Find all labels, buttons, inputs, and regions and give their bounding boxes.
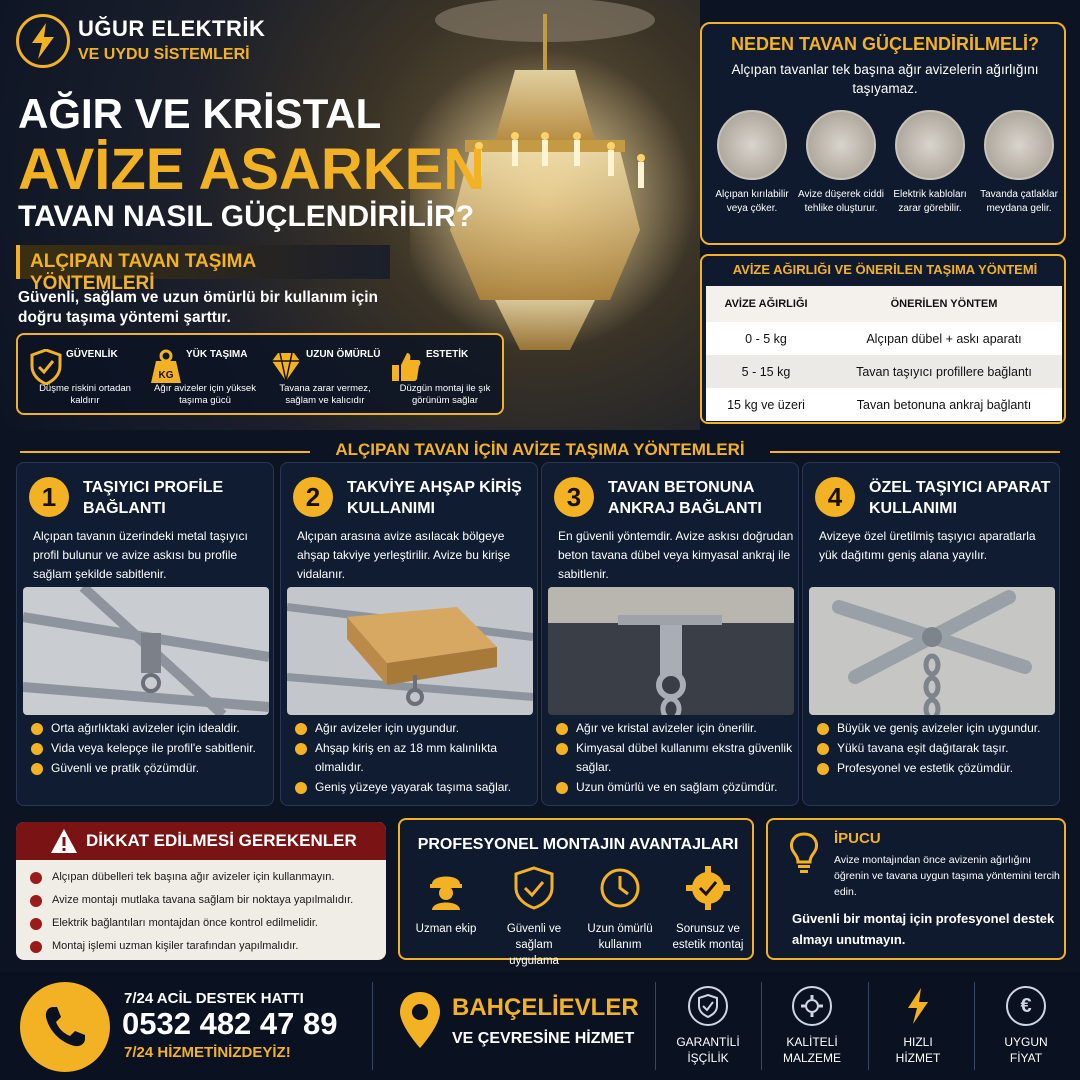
advantage-item bbox=[492, 866, 576, 969]
advantage-label: Uzun ömürlü kullanım bbox=[587, 923, 653, 951]
feature-desc: Düşme riskini ortadan kaldırır bbox=[39, 383, 131, 406]
table-cell: Tavan betonuna ankraj bağlantı bbox=[856, 397, 1032, 412]
advantage-item bbox=[578, 866, 662, 953]
footer-divider bbox=[655, 982, 656, 1070]
check-icon bbox=[556, 782, 568, 794]
badge-fast bbox=[872, 982, 964, 1066]
why-item bbox=[886, 110, 974, 216]
tip-panel bbox=[766, 818, 1066, 960]
method-number: 3 bbox=[554, 477, 594, 517]
table-row bbox=[706, 388, 1062, 421]
advantage-item bbox=[404, 866, 488, 937]
falling-chandelier-icon bbox=[806, 110, 876, 180]
check-icon bbox=[30, 895, 42, 907]
why-panel bbox=[700, 22, 1066, 245]
kg-weight-icon bbox=[150, 349, 182, 385]
kg-badge: KG bbox=[158, 370, 174, 381]
tip-highlight: Güvenli bir montaj için profesyonel destek almayı unutmayın. bbox=[792, 911, 1055, 947]
table-cell: Alçıpan dübel + askı aparatı bbox=[866, 331, 1022, 346]
worker-icon bbox=[424, 866, 468, 910]
check-icon bbox=[556, 723, 568, 735]
hero-title-line2: AVİZE ASARKEN bbox=[18, 137, 486, 202]
warning-icon bbox=[50, 827, 78, 855]
method-title: ÖZEL TAŞIYICI APARAT KULLANIMI bbox=[869, 479, 1051, 517]
check-icon bbox=[817, 723, 829, 735]
feature-title: YÜK TAŞIMA bbox=[186, 349, 248, 360]
badge-label: GARANTİLİ İŞÇİLİK bbox=[676, 1035, 740, 1065]
check-icon bbox=[556, 743, 568, 755]
warning-header bbox=[16, 822, 386, 860]
feature-desc: Tavana zarar vermez, sağlam ve kalıcıdır bbox=[279, 383, 371, 406]
list-item: Orta ağırlıktaki avizeler için idealdir. bbox=[31, 719, 271, 738]
footer-divider bbox=[868, 982, 869, 1070]
feature-desc: Ağır avizeler için yüksek taşıma gücü bbox=[154, 383, 256, 406]
method-title: TAVAN BETONUNA ANKRAJ BAĞLANTI bbox=[608, 479, 762, 517]
hero-subtitle: ALÇIPAN TAVAN TAŞIMA YÖNTEMLERİ bbox=[16, 245, 390, 279]
clock-icon bbox=[598, 866, 642, 910]
method-bullets bbox=[31, 719, 271, 779]
service-hours: 7/24 HİZMETİNİZDEYİZ! bbox=[124, 1044, 291, 1061]
table-cell: 15 kg ve üzeri bbox=[727, 397, 805, 412]
feature-title: ESTETİK bbox=[426, 349, 469, 360]
special-bracket-illustration bbox=[809, 587, 1055, 715]
method-desc: Alçıpan arasına avize asılacak bölgeye ahşap takviye yerleştirilir. Avize bu kirişe vidalanır. bbox=[297, 529, 511, 581]
method-card-3 bbox=[541, 462, 799, 806]
table-title: AVİZE AĞIRLIĞI VE ÖNERİLEN TAŞIMA YÖNTEMİ bbox=[732, 262, 1038, 277]
gear-icon bbox=[792, 986, 832, 1026]
method-number: 2 bbox=[293, 477, 333, 517]
shield-check-icon bbox=[512, 866, 556, 910]
method-number: 1 bbox=[29, 477, 69, 517]
hero-intro: Güvenli, sağlam ve uzun ömürlü bir kullanım için doğru taşıma yöntemi şarttır. bbox=[18, 289, 379, 326]
check-icon bbox=[30, 941, 42, 953]
why-item-label: Avize düşerek ciddi tehlike oluşturur. bbox=[798, 189, 884, 214]
feature-title: UZUN ÖMÜRLÜ bbox=[306, 349, 381, 360]
method-bullets bbox=[295, 719, 535, 798]
features-box bbox=[16, 333, 504, 415]
list-item: Ağır avizeler için uygundur. bbox=[295, 719, 535, 738]
advantages-title: PROFESYONEL MONTAJIN AVANTAJLARI bbox=[417, 836, 739, 853]
table-row bbox=[706, 322, 1062, 355]
table-cell: 5 - 15 kg bbox=[741, 364, 791, 379]
phone-icon[interactable] bbox=[20, 982, 110, 1072]
method-desc: Alçıpan tavanın üzerindeki metal taşıyıcı profil bulunur ve avize askısı bu profile sağlam şekilde sabitlenir. bbox=[33, 529, 248, 581]
warning-list bbox=[30, 866, 380, 958]
weight-table bbox=[700, 254, 1066, 424]
location-title: BAHÇELİEVLER bbox=[452, 994, 639, 1021]
tip-title: İPUCU bbox=[834, 830, 881, 847]
why-item bbox=[708, 110, 796, 216]
feature-security bbox=[26, 345, 144, 409]
list-item: Ağır ve kristal avizeler için önerilir. bbox=[556, 719, 796, 738]
advantage-label: Güvenli ve sağlam uygulama bbox=[506, 923, 562, 967]
section-divider bbox=[770, 451, 1060, 453]
list-item: Kimyasal dübel kullanımı ekstra güvenlik sağlar. bbox=[556, 739, 796, 777]
phone-number[interactable]: 0532 482 47 89 bbox=[122, 1006, 338, 1041]
brand-tagline: VE UYDU SİSTEMLERİ bbox=[78, 46, 250, 63]
shield-check-icon bbox=[688, 986, 728, 1026]
check-icon bbox=[295, 782, 307, 794]
method-card-1 bbox=[16, 462, 274, 806]
footer-divider bbox=[761, 982, 762, 1070]
wood-beam-illustration bbox=[287, 587, 533, 715]
method-number: 4 bbox=[815, 477, 855, 517]
advantage-label: Uzman ekip bbox=[415, 923, 477, 935]
lightning-icon bbox=[898, 986, 938, 1026]
why-item bbox=[797, 110, 885, 216]
list-item: Büyük ve geniş avizeler için uygundur. bbox=[817, 719, 1057, 738]
method-title: TAŞIYICI PROFİLE BAĞLANTI bbox=[83, 479, 224, 517]
list-item: Profesyonel ve estetik çözümdür. bbox=[817, 759, 1057, 778]
list-item: Güvenli ve pratik çözümdür. bbox=[31, 759, 271, 778]
table-cell: Tavan taşıyıcı profillere bağlantı bbox=[856, 364, 1032, 379]
table-row bbox=[706, 355, 1062, 388]
method-title: TAKVİYE AHŞAP KİRİŞ KULLANIMI bbox=[347, 479, 522, 517]
check-icon bbox=[30, 918, 42, 930]
badge-warranty bbox=[662, 982, 754, 1066]
shield-check-icon bbox=[30, 349, 62, 385]
why-item-label: Elektrik kabloları zarar görebilir. bbox=[893, 189, 967, 214]
gear-check-icon bbox=[686, 866, 730, 910]
lightbulb-icon bbox=[786, 830, 822, 874]
footer-divider bbox=[372, 982, 373, 1070]
list-item: Ahşap kiriş en az 18 mm kalınlıkta olmalıdır. bbox=[295, 739, 535, 777]
feature-title: GÜVENLİK bbox=[66, 349, 118, 360]
badge-label: UYGUN FİYAT bbox=[1004, 1035, 1048, 1065]
feature-load bbox=[146, 345, 264, 409]
check-icon bbox=[31, 743, 43, 755]
concrete-anchor-illustration bbox=[548, 587, 794, 715]
list-item: Uzun ömürlü ve en sağlam çözümdür. bbox=[556, 778, 796, 797]
method-desc: En güvenli yöntemdir. Avize askısı doğrudan beton tavana dübel veya kimyasal ankraj ile sabitlenir. bbox=[558, 529, 794, 581]
why-item-label: Alçıpan kırılabilir veya çöker. bbox=[715, 189, 789, 214]
check-icon bbox=[31, 763, 43, 775]
table-cell: 0 - 5 kg bbox=[745, 331, 787, 346]
method-desc: Avizeye özel üretilmiş taşıyıcı aparatlarla yük dağıtımı geniş alana yayılır. bbox=[819, 529, 1036, 562]
advantage-label: Sorunsuz ve estetik montaj bbox=[672, 923, 744, 951]
crack-icon bbox=[984, 110, 1054, 180]
check-icon bbox=[31, 723, 43, 735]
brand-name: UĞUR ELEKTRİK bbox=[78, 16, 266, 41]
location-pin-icon bbox=[398, 990, 442, 1050]
warning-panel bbox=[16, 822, 386, 960]
check-icon bbox=[295, 723, 307, 735]
method-bullets bbox=[556, 719, 796, 798]
list-item: Yükü tavana eşit dağıtarak taşır. bbox=[817, 739, 1057, 758]
method-card-2 bbox=[280, 462, 538, 806]
why-item-label: Tavanda çatlaklar meydana gelir. bbox=[980, 189, 1058, 214]
feature-aesthetic bbox=[386, 345, 504, 409]
advantages-panel bbox=[398, 818, 754, 967]
footer-divider bbox=[974, 982, 975, 1070]
badge-label: HIZLI HİZMET bbox=[895, 1035, 941, 1065]
badge-label: KALİTELİ MALZEME bbox=[782, 1035, 841, 1065]
list-item: Geniş yüzeye yayarak taşıma sağlar. bbox=[295, 778, 535, 797]
metal-profile-illustration bbox=[23, 587, 269, 715]
why-text: Alçıpan tavanlar tek başına ağır avizelerin ağırlığını taşıyamaz. bbox=[731, 62, 1039, 96]
why-item bbox=[975, 110, 1063, 216]
table-header-method: ÖNERİLEN YÖNTEM bbox=[890, 298, 998, 310]
method-card-4 bbox=[802, 462, 1060, 806]
cable-icon bbox=[895, 110, 965, 180]
check-icon bbox=[30, 872, 42, 884]
list-item: Elektrik bağlantıları montajdan önce kontrol edilmelidir. bbox=[30, 912, 380, 935]
diamond-icon bbox=[270, 349, 302, 385]
list-item: Vida veya kelepçe ile profil'e sabitlenir. bbox=[31, 739, 271, 758]
euro-icon: € bbox=[1006, 986, 1046, 1026]
advantage-item bbox=[666, 866, 750, 953]
badge-quality bbox=[766, 982, 858, 1066]
check-icon bbox=[295, 743, 307, 755]
thumbs-up-icon bbox=[390, 349, 422, 385]
location-subtitle: VE ÇEVRESİNE HİZMET bbox=[452, 1030, 635, 1047]
check-icon bbox=[817, 763, 829, 775]
feature-desc: Düzgün montaj ile şık görünüm sağlar bbox=[399, 383, 491, 406]
list-item: Avize montajı mutlaka tavana sağlam bir noktaya yapılmalıdır. bbox=[30, 889, 380, 912]
table-header bbox=[706, 286, 1062, 322]
hotline-label: 7/24 ACİL DESTEK HATTI bbox=[124, 990, 304, 1007]
check-icon bbox=[817, 743, 829, 755]
list-item: Montaj işlemi uzman kişiler tarafından yapılmalıdır. bbox=[30, 935, 380, 958]
broken-ceiling-icon bbox=[717, 110, 787, 180]
badge-price bbox=[980, 982, 1072, 1066]
hero-title-line3: TAVAN NASIL GÜÇLENDİRİLİR? bbox=[18, 200, 475, 233]
why-title: NEDEN TAVAN GÜÇLENDİRİLMELİ? bbox=[731, 34, 1039, 54]
warning-title: DİKKAT EDİLMESİ GEREKENLER bbox=[86, 831, 357, 850]
methods-title: ALÇIPAN TAVAN İÇİN AVİZE TAŞIMA YÖNTEMLERİ bbox=[335, 440, 745, 459]
method-bullets bbox=[817, 719, 1057, 779]
table-header-weight: AVİZE AĞIRLIĞI bbox=[724, 298, 808, 310]
tip-text: Avize montajından önce avizenin ağırlığını öğrenin ve tavana uygun taşıma yöntemini tercih edin. bbox=[834, 854, 1060, 898]
lightning-logo-icon bbox=[16, 14, 70, 68]
feature-longevity bbox=[266, 345, 384, 409]
hero-title-line1: AĞIR VE KRİSTAL bbox=[18, 90, 382, 137]
list-item: Alçıpan dübelleri tek başına ağır avizeler için kullanmayın. bbox=[30, 866, 380, 889]
